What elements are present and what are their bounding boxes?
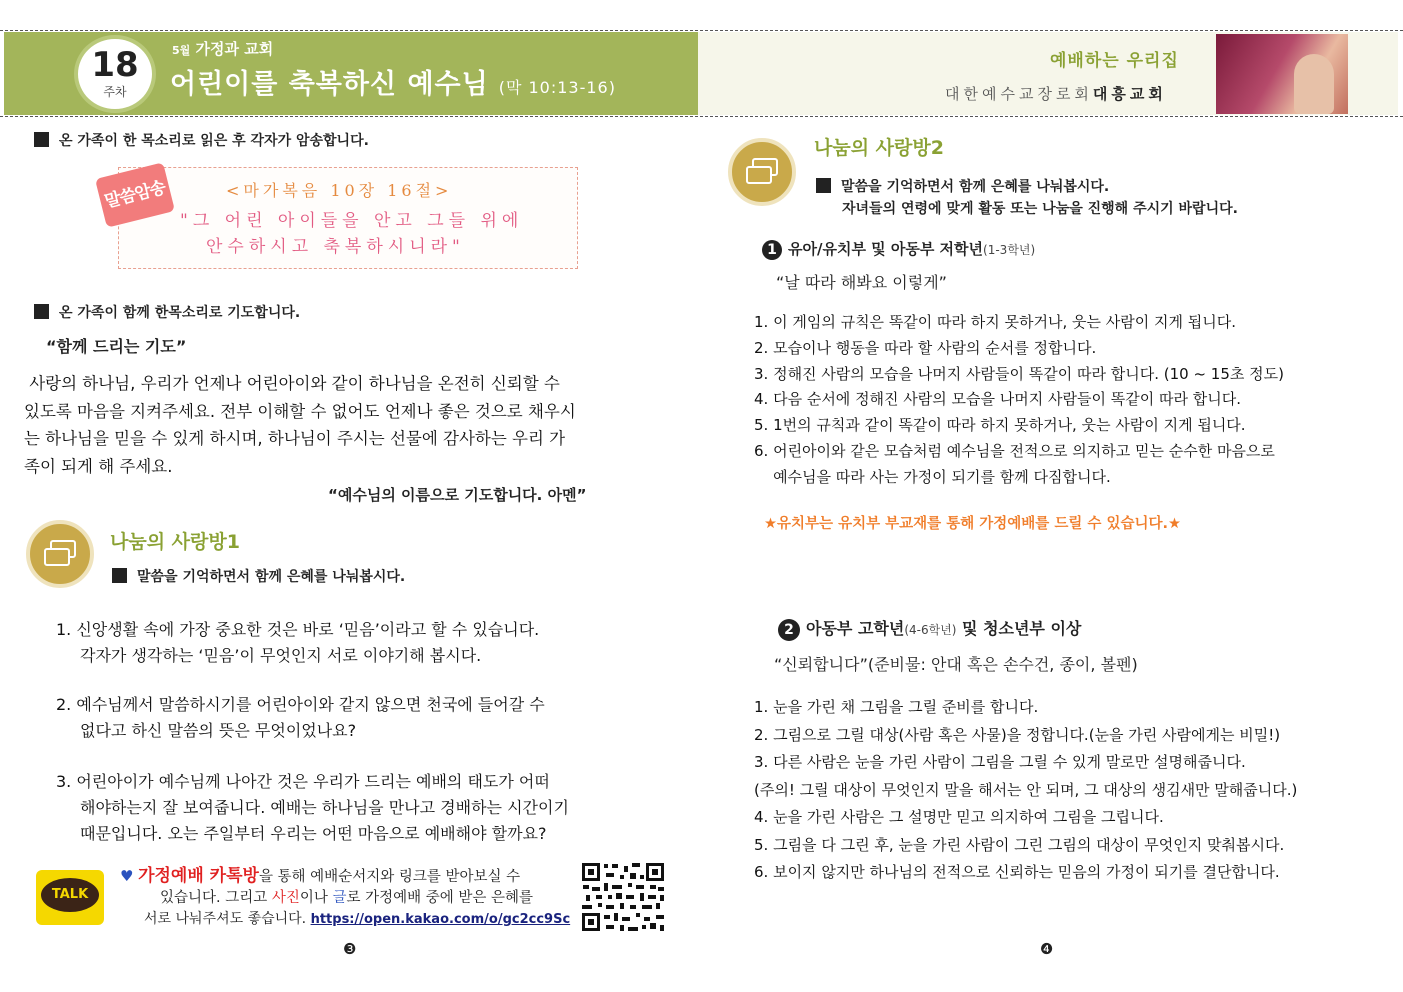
memorize-instruction-row xyxy=(34,130,369,150)
group2-title-b: 및 청소년부 이상 xyxy=(956,619,1082,638)
chat-bubbles-icon xyxy=(26,520,94,588)
month-theme xyxy=(172,38,273,59)
week-number: 18 xyxy=(91,45,139,85)
kakao-room-name: 가정예배 카톡방 xyxy=(138,866,259,886)
church-name: 대흥교회 xyxy=(1092,85,1167,103)
step: 3. 정해진 사람의 모습을 나머지 사람들이 똑같이 따라 합니다. (10 ~ 15초 정도) xyxy=(754,364,1284,383)
header-top-border xyxy=(0,30,1403,31)
praying-hands-photo xyxy=(1216,34,1348,114)
question-line: 없다고 하신 말씀의 뜻은 무엇이었나요? xyxy=(80,721,357,740)
page-title xyxy=(170,62,616,101)
prayer-line: 사랑의 하나님, 우리가 언제나 어린아이와 같이 하나님을 온전히 신뢰할 수 xyxy=(24,374,560,393)
chat-bubbles-icon xyxy=(728,138,796,206)
question-1 xyxy=(56,617,656,669)
step: 1. 이 게임의 규칙은 똑같이 따라 하지 못하거나, 웃는 사람이 지게 됩니다. xyxy=(754,313,1237,331)
verse-line-2: 안수하시고 축복하시니라" xyxy=(206,237,465,257)
group2-steps xyxy=(754,694,1394,887)
number-two-icon: 2 xyxy=(778,619,800,641)
kakao-photo-word: 사진 xyxy=(271,890,300,906)
step: (주의! 그릴 대상이 무엇인지 말을 해서는 안 되며, 그 대상의 생김새만 말해줍니다.) xyxy=(754,780,1298,799)
square-bullet-icon xyxy=(112,568,127,583)
step: 예수님을 따라 사는 가정이 되기를 함께 다짐합니다. xyxy=(754,467,1111,486)
kakao-text-4: 로 가정예배 중에 받은 은혜를 xyxy=(346,890,534,906)
step: 1. 눈을 가린 채 그림을 그릴 준비를 합니다. xyxy=(754,698,1039,716)
step: 6. 보이지 않지만 하나님의 전적으로 신뢰하는 믿음의 가정이 되기를 결단합니다. xyxy=(754,863,1280,881)
page-number-left: ❸ xyxy=(343,940,357,958)
step: 4. 다음 순서에 정해진 사람의 모습을 나머지 사람들이 똑같이 따라 합니다. xyxy=(754,390,1241,409)
prayer-text xyxy=(24,370,664,480)
share2-instruction-2: 자녀들의 연령에 맞게 활동 또는 나눔을 진행해 주시기 바랍니다. xyxy=(842,201,1238,217)
scripture-ref: (막 10:13-16) xyxy=(498,78,616,97)
page-number-right: ❹ xyxy=(1040,940,1054,958)
group2-heading xyxy=(778,616,1081,641)
heart-icon: ♥ xyxy=(120,867,134,885)
question-line: 2. 예수님께서 말씀하시기를 어린아이와 같지 않으면 천국에 들어갈 수 xyxy=(56,695,545,714)
memory-verse-badge: 말씀암송 xyxy=(95,162,175,227)
step: 2. 그림으로 그릴 대상(사람 혹은 사물)을 정합니다.(눈을 가린 사람에게는 비밀!) xyxy=(754,725,1281,744)
kakao-info xyxy=(120,866,575,930)
prayer-line: 족이 되게 해 주세요. xyxy=(24,456,173,476)
kakao-text-2: 있습니다. 그리고 xyxy=(160,890,272,906)
share1-title: 나눔의 사랑방1 xyxy=(110,531,240,553)
memorize-instruction: 온 가족이 한 목소리로 읽은 후 각자가 암송합니다. xyxy=(59,133,369,149)
kakao-open-chat-link[interactable]: https://open.kakao.com/o/gc2cc9Sc xyxy=(310,912,571,927)
step: 5. 그림을 다 그린 후, 눈을 가린 사람이 그린 그림의 대상이 무엇인지 맞춰봅시다. xyxy=(754,835,1285,854)
question-line: 각자가 생각하는 ‘믿음’이 무엇인지 서로 이야기해 봅시다. xyxy=(80,646,482,665)
talk-label: TALK xyxy=(41,878,99,912)
step: 6. 어린아이와 같은 모습처럼 예수님을 전적으로 의지하고 믿는 순수한 마음으로 xyxy=(754,441,1275,460)
share1-instruction: 말씀을 기억하면서 함께 은혜를 나눠봅시다. xyxy=(137,569,406,585)
group1-steps xyxy=(754,310,1354,491)
question-2 xyxy=(56,692,656,744)
square-bullet-icon xyxy=(816,178,831,193)
group2-activity: “신뢰합니다”(준비물: 안대 혹은 손수건, 종이, 볼펜) xyxy=(774,655,1138,674)
group1-activity: “날 따라 해봐요 이렇게” xyxy=(776,273,947,292)
share2-title: 나눔의 사랑방2 xyxy=(814,137,944,159)
group2-title-a: 아동부 고학년 xyxy=(806,619,905,638)
verse-line-1: "그 어린 아이들을 안고 그들 위에 xyxy=(180,211,524,231)
question-line: 해야하는지 잘 보여줍니다. 예배는 하나님을 만나고 경배하는 시간이기 xyxy=(80,798,569,817)
hands-shape xyxy=(1294,54,1334,114)
step: 2. 모습이나 행동을 따라 할 사람의 순서를 정합니다. xyxy=(754,338,1097,357)
share2-instruction-row xyxy=(816,176,1109,196)
prayer-ending: “예수님의 이름으로 기도합니다. 아멘” xyxy=(328,486,587,504)
question-line: 때문입니다. 오는 주일부터 우리는 어떤 마음으로 예배해야 할까요? xyxy=(80,824,547,843)
prayer-line: 는 하나님을 믿을 수 있게 하시며, 하나님이 주시는 선물에 감사하는 우리 가 xyxy=(24,429,566,448)
sermon-title: 어린이를 축복하신 예수님 xyxy=(170,69,489,100)
square-bullet-icon xyxy=(34,304,49,319)
prayer-instruction: 온 가족이 함께 한목소리로 기도합니다. xyxy=(59,305,301,321)
number-one-icon: 1 xyxy=(762,240,782,260)
square-bullet-icon xyxy=(34,132,49,147)
question-line: 3. 어린아이가 예수님께 나아간 것은 우리가 드리는 예배의 태도가 어떠 xyxy=(56,772,550,791)
group1-heading xyxy=(762,238,1035,260)
prayer-title: “함께 드리는 기도” xyxy=(46,337,187,356)
qr-code[interactable] xyxy=(580,861,666,933)
header-bottom-border xyxy=(0,116,1403,117)
kakao-text-5: 서로 나눠주셔도 좋습니다. xyxy=(144,911,307,927)
group2-range: (4-6학년) xyxy=(904,623,957,637)
worship-home-label: 예배하는 우리집 xyxy=(1050,51,1179,71)
share2-instruction-1: 말씀을 기억하면서 함께 은혜를 나눠봅시다. xyxy=(841,179,1110,195)
kakaotalk-logo xyxy=(36,870,104,925)
verse-reference: <마가복음 10장 16절> xyxy=(226,181,453,200)
group1-title: 유아/유치부 및 아동부 저학년 xyxy=(788,240,984,258)
kakao-text-1: 을 통해 예배순서지와 링크를 받아보실 수 xyxy=(258,869,521,885)
kindergarten-note: ★유치부는 유치부 부교재를 통해 가정예배를 드릴 수 있습니다.★ xyxy=(764,516,1182,532)
prayer-line: 있도록 마음을 지켜주세요. 전부 이해할 수 없어도 언제나 좋은 것으로 채우시 xyxy=(24,401,576,421)
step: 4. 눈을 가린 사람은 그 설명만 믿고 의지하여 그림을 그립니다. xyxy=(754,808,1164,826)
question-line: 1. 신앙생활 속에 가장 중요한 것은 바로 ‘믿음’이라고 할 수 있습니다. xyxy=(56,620,540,639)
kakao-text-word: 글 xyxy=(332,890,347,906)
step: 5. 1번의 규칙과 같이 똑같이 따라 하지 못하거나, 웃는 사람이 지게 됩니다. xyxy=(754,416,1246,435)
month: 5월 xyxy=(172,44,191,57)
theme: 가정과 교회 xyxy=(195,40,274,58)
group1-range: (1-3학년) xyxy=(983,243,1036,257)
denomination: 대한예수교장로회 xyxy=(945,85,1093,103)
step: 3. 다른 사람은 눈을 가린 사람이 그림을 그릴 수 있게 말로만 설명해줍니다. xyxy=(754,753,1246,771)
bubble-front xyxy=(746,166,772,184)
prayer-instruction-row xyxy=(34,302,300,322)
kakao-text-3: 이나 xyxy=(299,890,333,906)
week-label: 주차 xyxy=(103,85,127,99)
church-line xyxy=(945,83,1167,104)
bubble-front xyxy=(44,548,70,566)
question-3 xyxy=(56,769,666,847)
week-badge xyxy=(74,35,156,113)
share1-instruction-row xyxy=(112,566,405,586)
